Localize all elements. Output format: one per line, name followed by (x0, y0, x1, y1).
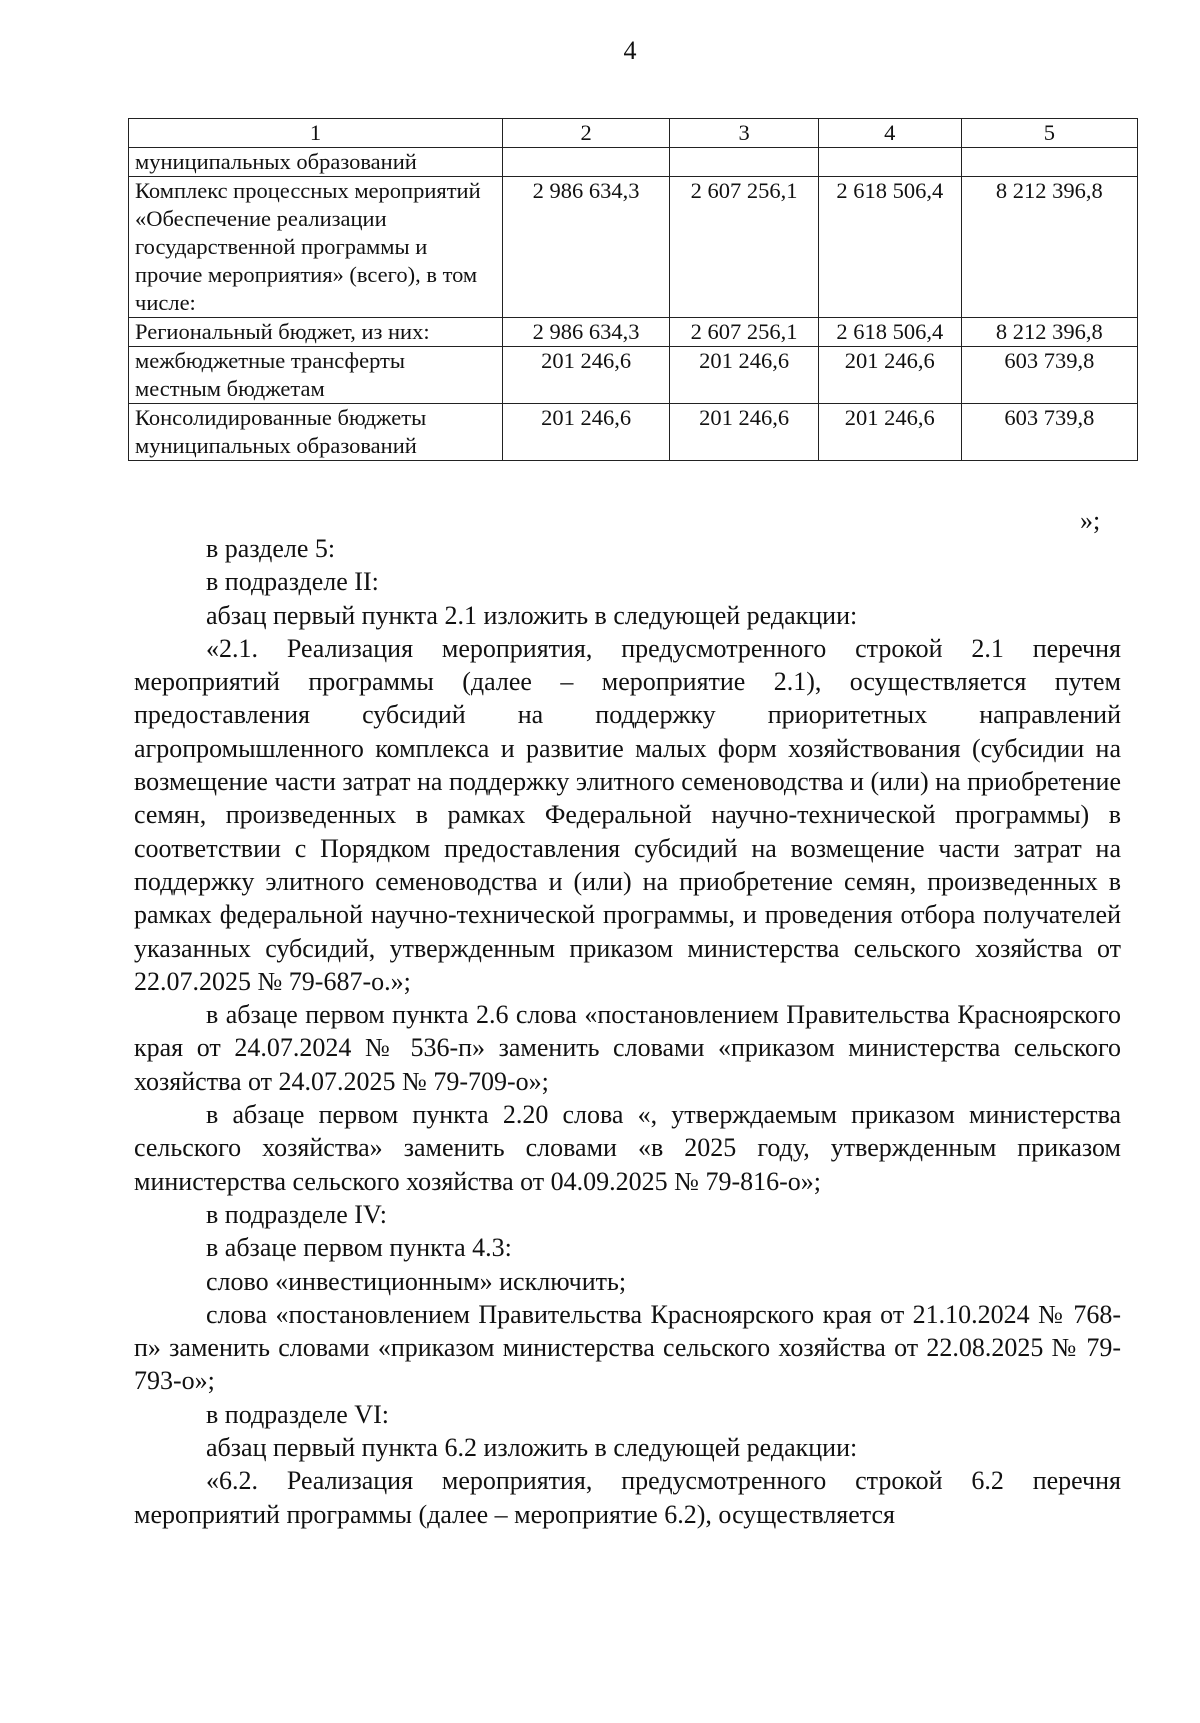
paragraph: в абзаце первом пункта 4.3: (206, 1233, 512, 1263)
row-value (961, 148, 1137, 177)
row-value: 201 246,6 (670, 347, 819, 404)
table-header-cell: 3 (670, 119, 819, 148)
table-header-cell: 4 (818, 119, 961, 148)
table-row (129, 177, 1138, 318)
paragraph: слово «инвестиционным» исключить; (206, 1266, 627, 1296)
paragraph: слова «постановлением Правительства Красноярского края от 21.10.2024 № 768-п» заменить словами «приказом министерства сельского хозяйства от 22.08.2025 № 79-793-о»; (134, 1299, 1121, 1396)
table-header-cell: 2 (503, 119, 670, 148)
paragraph: в разделе 5: (206, 534, 336, 563)
row-value: 2 607 256,1 (670, 318, 819, 347)
budget-table (128, 118, 1138, 461)
row-label: Региональный бюджет, из них: (129, 318, 503, 347)
table-row (129, 318, 1138, 347)
paragraph: в подразделе II: (206, 567, 379, 597)
row-value (503, 148, 670, 177)
row-value: 603 739,8 (961, 404, 1137, 461)
table-header-cell: 5 (961, 119, 1137, 148)
row-value: 8 212 396,8 (961, 318, 1137, 347)
row-value: 2 618 506,4 (818, 318, 961, 347)
row-value: 201 246,6 (670, 404, 819, 461)
row-label: межбюджетные трансферты местным бюджетам (129, 347, 503, 404)
row-value: 603 739,8 (961, 347, 1137, 404)
row-value (670, 148, 819, 177)
table-row (129, 404, 1138, 461)
table-header-cell: 1 (129, 119, 503, 148)
row-label: Консолидированные бюджеты муниципальных образований (129, 404, 503, 461)
paragraph: «2.1. Реализация мероприятия, предусмотренного строкой 2.1 перечня мероприятий программы (далее – мероприятие 2.1), осуществляется путем предоставления субсидий на поддержку приоритетных направлений агропромышленного комплекса и развитие малых форм хозяйствования (субсидии на возмещение части затрат на поддержку элитного семеноводства и (или) на приобретение семян, произведенных в рамках Федеральной научно-технической программы) в соответствии с Порядком предоставления субсидий на возмещение части затрат на поддержку элитного семеноводства и (или) на приобретение семян, произведенных в рамках федеральной научно-технической программы, и проведения отбора получателей указанных субсидий, утвержденным приказом министерства сельского хозяйства от 22.07.2025 № 79-687-о.»; (134, 633, 1121, 996)
row-label: Комплекс процессных мероприятий «Обеспечение реализации государственной программы и прочие мероприятия» (всего), в том числе: (129, 177, 503, 318)
row-value: 2 607 256,1 (670, 177, 819, 318)
paragraph: абзац первый пункта 2.1 изложить в следующей редакции: (206, 600, 858, 630)
paragraph: в абзаце первом пункта 2.6 слова «постановлением Правительства Красноярского края от 24.07.2024 № 536-п» заменить словами «приказом министерства сельского хозяйства от 24.07.2025 № 79-709-о»; (134, 1000, 1121, 1096)
table-closing-quote: »; (1080, 506, 1101, 535)
row-value: 2 986 634,3 (503, 318, 670, 347)
paragraph: в подразделе IV: (206, 1199, 388, 1229)
row-value: 201 246,6 (818, 404, 961, 461)
row-value (818, 148, 961, 177)
row-label: муниципальных образований (129, 148, 503, 177)
table-row (129, 347, 1138, 404)
paragraph: в абзаце первом пункта 2.20 слова «, утверждаемым приказом министерства сельского хозяйства» заменить словами «в 2025 году, утвержденным приказом министерства сельского хозяйства от 04.09.2025 № 79-816-о»; (134, 1100, 1121, 1196)
page-number: 4 (623, 36, 637, 65)
table-header-row (129, 119, 1138, 148)
row-value: 8 212 396,8 (961, 177, 1137, 318)
table-row (129, 148, 1138, 177)
row-value: 201 246,6 (818, 347, 961, 404)
document-body (134, 532, 1121, 1531)
paragraph: «6.2. Реализация мероприятия, предусмотренного строкой 6.2 перечня мероприятий программы (далее – мероприятие 6.2), осуществляется (134, 1466, 1121, 1529)
paragraph: абзац первый пункта 6.2 изложить в следующей редакции: (206, 1433, 858, 1463)
paragraph: в подразделе VI: (206, 1399, 389, 1429)
row-value: 201 246,6 (503, 347, 670, 404)
row-value: 201 246,6 (503, 404, 670, 461)
row-value: 2 986 634,3 (503, 177, 670, 318)
row-value: 2 618 506,4 (818, 177, 961, 318)
